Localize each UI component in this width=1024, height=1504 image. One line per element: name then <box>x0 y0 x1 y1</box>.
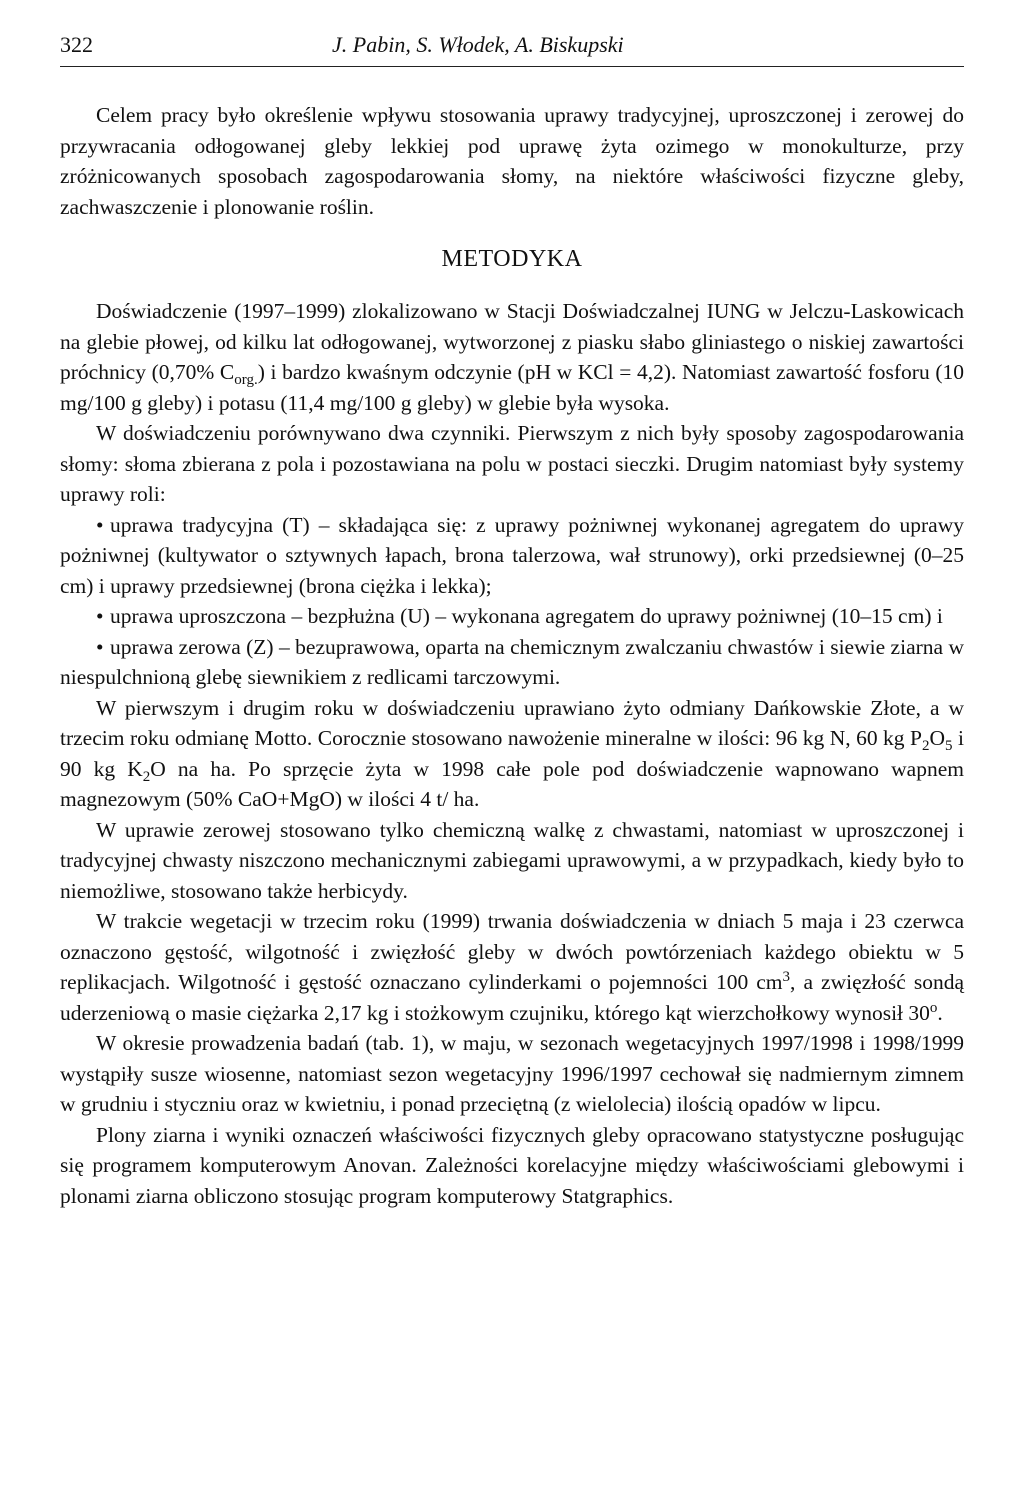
list-item-text: uprawa tradycyjna (T) – składająca się: z uprawy pożniwnej wykonanej agregatem do uprawy pożniwnej (kultywator o sztywnych łapach, brona talerzowa, wał strunowy), orki przedsiewnej (0–25 cm) i uprawy przedsiewnej (brona ciężka i lekka); <box>60 512 964 598</box>
subscript: org. <box>234 372 258 388</box>
text-span: O <box>929 726 946 750</box>
bullet-icon: • <box>96 634 104 659</box>
subscript: 2 <box>142 768 151 785</box>
running-head: J. Pabin, S. Włodek, A. Biskupski <box>332 32 624 57</box>
text-span: , a zwięzłość sondą uderzeniową o masie ciężarka 2,17 kg i stożkowym czujniku, którego kąt wierzchołkowy wynosił 30 <box>60 970 964 1025</box>
superscript: 3 <box>782 969 791 985</box>
subscript: 2 <box>922 738 930 754</box>
page-number: 322 <box>60 32 93 57</box>
list-item-text: uprawa zerowa (Z) – bezuprawowa, oparta na chemicznym zwalczaniu chwastów i siewie ziarna w niespulchnioną glebę siewnikiem z redlicami tarczowymi. <box>60 634 964 689</box>
paragraph-weather: W okresie prowadzenia badań (tab. 1), w maju, w sezonach wegetacyjnych 1997/1998 i 1998/1999 wystąpiły susze wiosenne, natomiast sezon wegetacyjny 1996/1997 cechował się nadmiernym zimnem w grudniu i styczniu oraz w kwietniu, i ponad przeciętną (z wielolecia) ilością opadów w lipcu. <box>60 1031 964 1116</box>
text-span: W trakcie wegetacji w trzecim roku (1999) trwania doświadczenia w dniach 5 maja i 23 czerwca oznaczono gęstość, wilgotność i zwięzłość gleby w dwóch powtórzeniach każdego obiektu w 5 replikacjach. Wilgotność i gęstość oznaczano cylinderkami o pojemności 100 cm <box>60 909 964 994</box>
text-span: W pierwszym i drugim roku w doświadczeniu uprawiano żyto odmiany Dańkowskie Złote, a w trzecim roku odmianę Motto. Corocznie stosowano nawożenie mineralne w ilości: 96 kg N, 60 kg P <box>60 695 964 750</box>
subscript: 5 <box>945 738 953 754</box>
list-item <box>60 632 964 693</box>
paragraph-site <box>60 296 964 418</box>
bullet-icon: • <box>96 604 104 628</box>
body-text <box>60 100 964 1211</box>
bullet-icon: • <box>96 512 104 537</box>
paragraph-statistics: Plony ziarna i wyniki oznaczeń właściwości fizycznych gleby opracowano statystyczne posługując się programem komputerowym Anovan. Zależności korelacyjne między właściwościami glebowymi i plonami ziarna obliczono stosując program komputerowy Statgraphics. <box>60 1122 964 1208</box>
section-title: METODYKA <box>441 246 583 272</box>
paragraph-weed-control: W uprawie zerowej stosowano tylko chemiczną walkę z chwastami, natomiast w uproszczonej i tradycyjnej chwasty niszczono mechanicznymi zabiegami uprawowymi, a w przypadkach, kiedy było to niemożliwe, stosowano także herbicydy. <box>60 817 964 903</box>
list-item <box>60 510 964 602</box>
intro-paragraph: Celem pracy było określenie wpływu stosowania uprawy tradycyjnej, uproszczonej i zerowej do przywracania odłogowanej gleby lekkiej pod uprawę żyta ozimego w monokulturze, przy zróżnicowanych sposobach zagospodarowania słomy, na niektóre właściwości fizyczne gleby, zachwaszczenie i plonowanie roślin. <box>60 103 964 219</box>
list-item-text: uprawa uproszczona – bezpłużna (U) – wykonana agregatem do uprawy pożniwnej (10–15 cm) i <box>110 604 943 628</box>
paragraph-fertilization <box>60 693 964 815</box>
page-header <box>60 30 964 67</box>
text-span: . <box>937 1000 943 1025</box>
text-span: i 90 kg K <box>60 726 964 781</box>
text-span: Doświadczenie (1997–1999) zlokalizowano w Stacji Doświadczalnej IUNG w Jelczu-Laskowicach na glebie płowej, od kilku lat odłogowanej, wytworzonej z piasku słabo gliniastego o niskiej zawartości próchnicy (0,70% C <box>60 299 964 384</box>
text-span: ) i bardzo kwaśnym odczynie (pH w KCl = 4,2). Natomiast zawartość fosforu (10 mg/100 g gleby) i potasu (11,4 mg/100 g gleby) w glebie była wysoka. <box>60 360 964 415</box>
superscript: o <box>929 999 938 1016</box>
paragraph-measurements <box>60 906 964 1028</box>
text-span: O na ha. Po sprzęcie żyta w 1998 całe pole pod doświadczenie wapnowano wapnem magnezowym (50% CaO+MgO) w ilości 4 t/ ha. <box>60 756 964 811</box>
list-item <box>60 601 964 632</box>
paragraph-factors: W doświadczeniu porównywano dwa czynniki. Pierwszym z nich były sposoby zagospodarowania słomy: słoma zbierana z pola i pozostawiana na polu w postaci sieczki. Drugim natomiast były systemy uprawy roli: <box>60 421 964 506</box>
